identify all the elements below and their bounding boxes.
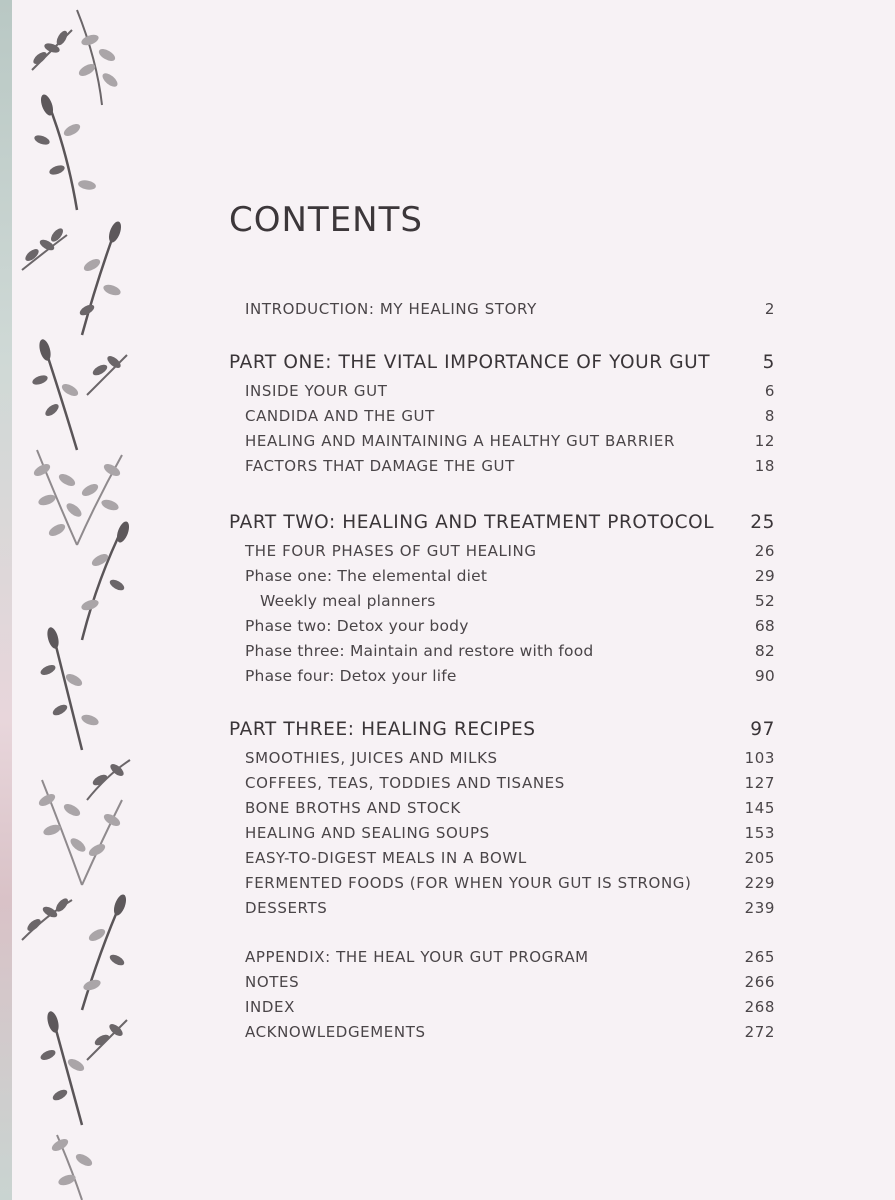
toc-entry bbox=[229, 542, 775, 566]
toc-part-page: 97 bbox=[750, 719, 775, 740]
toc-part-label: PART TWO: HEALING AND TREATMENT PROTOCOL bbox=[229, 512, 715, 533]
toc-part-page: 25 bbox=[750, 512, 775, 533]
toc-entry-label: FACTORS THAT DAMAGE THE GUT bbox=[245, 457, 515, 475]
toc-entry bbox=[229, 799, 775, 823]
toc-entry-label: INSIDE YOUR GUT bbox=[245, 382, 388, 400]
toc-entry-label: DESSERTS bbox=[245, 899, 328, 917]
toc-entry bbox=[229, 457, 775, 481]
toc-entry bbox=[229, 874, 775, 898]
toc-entry-appendix bbox=[229, 948, 775, 972]
toc-entry-page: 8 bbox=[764, 407, 775, 425]
toc-entry-page: 145 bbox=[744, 799, 775, 817]
toc-entry-page: 266 bbox=[744, 973, 775, 991]
toc-entry-label: COFFEES, TEAS, TODDIES AND TISANES bbox=[245, 774, 565, 792]
toc-entry bbox=[229, 667, 775, 691]
toc-entry-label: NOTES bbox=[245, 973, 300, 991]
toc-entry-label: INDEX bbox=[245, 998, 295, 1016]
toc-part-one bbox=[229, 352, 775, 376]
page-title: CONTENTS bbox=[229, 200, 423, 240]
toc-entry-page: 6 bbox=[764, 382, 775, 400]
toc-part-label: PART THREE: HEALING RECIPES bbox=[229, 719, 536, 740]
toc-entry-page: 90 bbox=[754, 667, 775, 685]
toc-entry-page: 127 bbox=[744, 774, 775, 792]
toc-entry bbox=[229, 617, 775, 641]
toc-entry-label: BONE BROTHS AND STOCK bbox=[245, 799, 461, 817]
toc-entry-label: SMOOTHIES, JUICES AND MILKS bbox=[245, 749, 498, 767]
toc-entry-notes bbox=[229, 973, 775, 997]
toc-entry-label: Phase four: Detox your life bbox=[245, 667, 457, 685]
toc-entry bbox=[229, 849, 775, 873]
toc-entry bbox=[229, 824, 775, 848]
toc-part-three bbox=[229, 719, 775, 743]
toc-entry bbox=[229, 567, 775, 591]
toc-entry-page: 268 bbox=[744, 998, 775, 1016]
toc-entry bbox=[229, 592, 775, 616]
toc-entry bbox=[229, 899, 775, 923]
toc-part-two bbox=[229, 512, 775, 536]
toc-entry-label: ACKNOWLEDGEMENTS bbox=[245, 1023, 426, 1041]
toc-entry bbox=[229, 774, 775, 798]
toc-entry bbox=[229, 642, 775, 666]
toc-entry-page: 29 bbox=[754, 567, 775, 585]
toc-entry-label: Phase three: Maintain and restore with food bbox=[245, 642, 594, 660]
toc-entry-page: 68 bbox=[754, 617, 775, 635]
toc-entry-page: 153 bbox=[744, 824, 775, 842]
toc-entry-page: 229 bbox=[744, 874, 775, 892]
toc-entry-page: 239 bbox=[744, 899, 775, 917]
toc-entry-label: FERMENTED FOODS (FOR WHEN YOUR GUT IS STRONG) bbox=[245, 874, 692, 892]
toc-entry-label: HEALING AND MAINTAINING A HEALTHY GUT BARRIER bbox=[245, 432, 675, 450]
toc-entry-page: 52 bbox=[754, 592, 775, 610]
toc-entry-label: Weekly meal planners bbox=[260, 592, 436, 610]
toc-part-page: 5 bbox=[762, 352, 775, 373]
toc-part-label: PART ONE: THE VITAL IMPORTANCE OF YOUR GUT bbox=[229, 352, 711, 373]
leaf-vine-illustration bbox=[12, 0, 142, 1200]
toc-entry-acknowledgements bbox=[229, 1023, 775, 1047]
toc-entry-page: 12 bbox=[754, 432, 775, 450]
toc-entry-label: APPENDIX: THE HEAL YOUR GUT PROGRAM bbox=[245, 948, 589, 966]
toc-entry-introduction bbox=[229, 300, 775, 324]
toc-entry-page: 82 bbox=[754, 642, 775, 660]
toc-entry-label: HEALING AND SEALING SOUPS bbox=[245, 824, 490, 842]
toc-entry-label: CANDIDA AND THE GUT bbox=[245, 407, 435, 425]
toc-entry-index bbox=[229, 998, 775, 1022]
toc-entry-label: Phase two: Detox your body bbox=[245, 617, 469, 635]
toc-entry-page: 103 bbox=[744, 749, 775, 767]
toc-entry bbox=[229, 382, 775, 406]
toc-entry-page: 272 bbox=[744, 1023, 775, 1041]
toc-entry-page: 265 bbox=[744, 948, 775, 966]
toc-entry-page: 26 bbox=[754, 542, 775, 560]
toc-entry bbox=[229, 749, 775, 773]
adjacent-page-edge bbox=[0, 0, 12, 1200]
toc-entry bbox=[229, 432, 775, 456]
toc-entry-page: 205 bbox=[744, 849, 775, 867]
toc-entry bbox=[229, 407, 775, 431]
toc-entry-label: Phase one: The elemental diet bbox=[245, 567, 488, 585]
toc-entry-label: THE FOUR PHASES OF GUT HEALING bbox=[245, 542, 537, 560]
toc-entry-label: INTRODUCTION: MY HEALING STORY bbox=[245, 300, 537, 318]
toc-entry-page: 2 bbox=[764, 300, 775, 318]
toc-entry-label: EASY-TO-DIGEST MEALS IN A BOWL bbox=[245, 849, 527, 867]
toc-entry-page: 18 bbox=[754, 457, 775, 475]
